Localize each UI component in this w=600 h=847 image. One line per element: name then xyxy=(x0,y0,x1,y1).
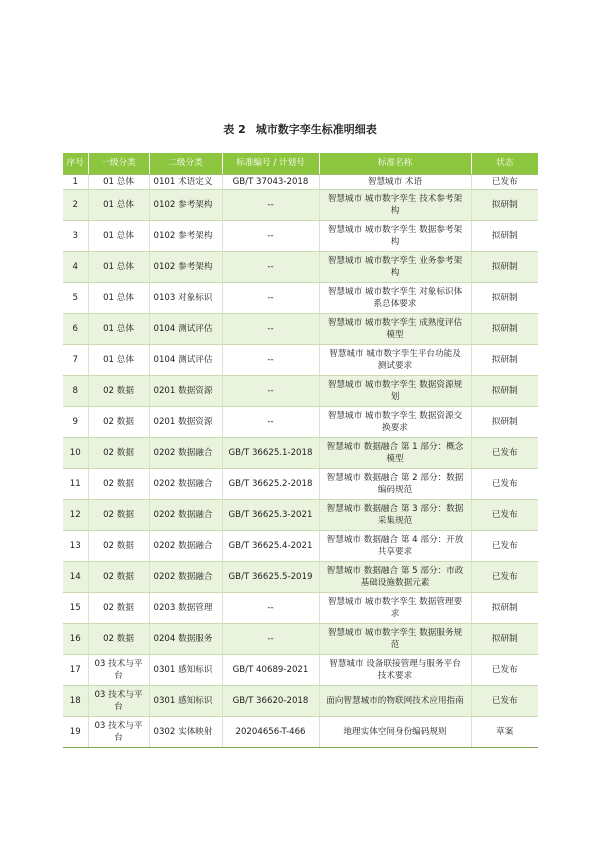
table-row xyxy=(63,283,538,314)
cell-category-1: 03 技术与平台 xyxy=(88,686,149,717)
cell-code: GB/T 36620-2018 xyxy=(222,686,319,717)
cell-name: 智慧城市 设备联接管理与服务平台技术要求 xyxy=(319,655,471,686)
table-row xyxy=(63,407,538,438)
cell-code: -- xyxy=(222,407,319,438)
cell-name: 智慧城市 数据融合 第 5 部分：市政基础设施数据元素 xyxy=(319,562,471,593)
cell-no: 11 xyxy=(63,469,88,500)
cell-category-1: 01 总体 xyxy=(88,314,149,345)
table-title: 城市数字孪生标准明细表 xyxy=(255,123,377,136)
table-row xyxy=(63,175,538,190)
cell-category-1: 03 技术与平台 xyxy=(88,717,149,748)
cell-category-2: 0203 数据管理 xyxy=(149,593,222,624)
cell-status: 已发布 xyxy=(471,562,538,593)
cell-category-2: 0102 参考架构 xyxy=(149,252,222,283)
cell-category-1: 01 总体 xyxy=(88,190,149,221)
cell-status: 拟研制 xyxy=(471,376,538,407)
cell-category-1: 01 总体 xyxy=(88,175,149,190)
cell-name: 智慧城市 城市数字孪生 数据资源交换要求 xyxy=(319,407,471,438)
cell-status: 草案 xyxy=(471,717,538,748)
cell-code: -- xyxy=(222,345,319,376)
cell-category-2: 0202 数据融合 xyxy=(149,469,222,500)
table-row xyxy=(63,438,538,469)
cell-code: GB/T 40689-2021 xyxy=(222,655,319,686)
cell-no: 2 xyxy=(63,190,88,221)
cell-name: 智慧城市 城市数字孪生 技术参考架构 xyxy=(319,190,471,221)
cell-code: GB/T 36625.1-2018 xyxy=(222,438,319,469)
cell-code: GB/T 36625.5-2019 xyxy=(222,562,319,593)
header-no: 序号 xyxy=(63,153,88,175)
cell-category-1: 02 数据 xyxy=(88,469,149,500)
cell-category-1: 02 数据 xyxy=(88,624,149,655)
cell-category-1: 02 数据 xyxy=(88,500,149,531)
table-row xyxy=(63,500,538,531)
header-code: 标准编号 / 计划号 xyxy=(222,153,319,175)
cell-no: 5 xyxy=(63,283,88,314)
table-header-row xyxy=(63,153,538,175)
cell-code: -- xyxy=(222,376,319,407)
cell-status: 拟研制 xyxy=(471,221,538,252)
cell-code: GB/T 37043-2018 xyxy=(222,175,319,190)
cell-no: 12 xyxy=(63,500,88,531)
cell-category-2: 0301 感知标识 xyxy=(149,686,222,717)
header-name: 标准名称 xyxy=(319,153,471,175)
table-row xyxy=(63,717,538,748)
cell-name: 智慧城市 城市数字孪生 数据管理要求 xyxy=(319,593,471,624)
cell-status: 拟研制 xyxy=(471,252,538,283)
cell-code: 20204656-T-466 xyxy=(222,717,319,748)
cell-code: GB/T 36625.4-2021 xyxy=(222,531,319,562)
cell-category-2: 0202 数据融合 xyxy=(149,500,222,531)
cell-name: 智慧城市 数据融合 第 4 部分：开放共享要求 xyxy=(319,531,471,562)
cell-code: -- xyxy=(222,593,319,624)
table-row xyxy=(63,686,538,717)
cell-category-2: 0202 数据融合 xyxy=(149,438,222,469)
cell-category-2: 0204 数据服务 xyxy=(149,624,222,655)
cell-status: 已发布 xyxy=(471,655,538,686)
cell-name: 智慧城市 数据融合 第 3 部分：数据采集规范 xyxy=(319,500,471,531)
cell-name: 智慧城市 术语 xyxy=(319,175,471,190)
cell-status: 已发布 xyxy=(471,686,538,717)
cell-category-1: 01 总体 xyxy=(88,283,149,314)
cell-code: -- xyxy=(222,221,319,252)
cell-category-2: 0104 测试评估 xyxy=(149,345,222,376)
cell-no: 7 xyxy=(63,345,88,376)
cell-status: 拟研制 xyxy=(471,407,538,438)
cell-no: 17 xyxy=(63,655,88,686)
table-row xyxy=(63,593,538,624)
cell-category-2: 0201 数据资源 xyxy=(149,376,222,407)
cell-name: 智慧城市 数据融合 第 2 部分：数据编码规范 xyxy=(319,469,471,500)
cell-category-2: 0202 数据融合 xyxy=(149,531,222,562)
cell-status: 已发布 xyxy=(471,438,538,469)
cell-category-2: 0301 感知标识 xyxy=(149,655,222,686)
table-row xyxy=(63,624,538,655)
cell-code: GB/T 36625.3-2021 xyxy=(222,500,319,531)
cell-code: -- xyxy=(222,314,319,345)
cell-no: 3 xyxy=(63,221,88,252)
cell-category-2: 0104 测试评估 xyxy=(149,314,222,345)
table-row xyxy=(63,252,538,283)
cell-category-2: 0201 数据资源 xyxy=(149,407,222,438)
cell-status: 已发布 xyxy=(471,175,538,190)
cell-code: -- xyxy=(222,190,319,221)
cell-category-1: 01 总体 xyxy=(88,221,149,252)
cell-name: 智慧城市 城市数字孪生 对象标识体系总体要求 xyxy=(319,283,471,314)
table-row xyxy=(63,376,538,407)
cell-no: 9 xyxy=(63,407,88,438)
cell-status: 拟研制 xyxy=(471,345,538,376)
standards-table xyxy=(63,153,538,748)
cell-no: 15 xyxy=(63,593,88,624)
table-row xyxy=(63,221,538,252)
cell-no: 16 xyxy=(63,624,88,655)
header-category-2: 二级分类 xyxy=(149,153,222,175)
cell-code: -- xyxy=(222,283,319,314)
cell-code: GB/T 36625.2-2018 xyxy=(222,469,319,500)
cell-status: 已发布 xyxy=(471,500,538,531)
cell-code: -- xyxy=(222,252,319,283)
cell-name: 智慧城市 城市数字孪生平台功能及测试要求 xyxy=(319,345,471,376)
cell-category-1: 02 数据 xyxy=(88,438,149,469)
table-row xyxy=(63,531,538,562)
cell-code: -- xyxy=(222,624,319,655)
table-number: 表 2 xyxy=(223,123,246,136)
cell-category-1: 02 数据 xyxy=(88,376,149,407)
cell-status: 拟研制 xyxy=(471,314,538,345)
cell-status: 已发布 xyxy=(471,531,538,562)
cell-category-1: 01 总体 xyxy=(88,345,149,376)
cell-status: 拟研制 xyxy=(471,624,538,655)
cell-name: 地理实体空间身份编码规则 xyxy=(319,717,471,748)
cell-category-1: 02 数据 xyxy=(88,531,149,562)
header-status: 状态 xyxy=(471,153,538,175)
cell-category-1: 01 总体 xyxy=(88,252,149,283)
cell-name: 智慧城市 数据融合 第 1 部分：概念模型 xyxy=(319,438,471,469)
cell-name: 智慧城市 城市数字孪生 数据资源规划 xyxy=(319,376,471,407)
cell-no: 19 xyxy=(63,717,88,748)
table-row xyxy=(63,562,538,593)
cell-no: 18 xyxy=(63,686,88,717)
cell-category-1: 02 数据 xyxy=(88,593,149,624)
table-row xyxy=(63,655,538,686)
cell-name: 智慧城市 城市数字孪生 数据参考架构 xyxy=(319,221,471,252)
cell-no: 14 xyxy=(63,562,88,593)
cell-no: 6 xyxy=(63,314,88,345)
cell-status: 已发布 xyxy=(471,469,538,500)
cell-category-1: 02 数据 xyxy=(88,562,149,593)
table-row xyxy=(63,469,538,500)
header-category-1: 一级分类 xyxy=(88,153,149,175)
cell-category-2: 0102 参考架构 xyxy=(149,190,222,221)
cell-name: 面向智慧城市的物联网技术应用指南 xyxy=(319,686,471,717)
table-row xyxy=(63,190,538,221)
cell-status: 拟研制 xyxy=(471,190,538,221)
cell-category-1: 03 技术与平台 xyxy=(88,655,149,686)
table-caption xyxy=(0,121,600,137)
cell-status: 拟研制 xyxy=(471,283,538,314)
cell-category-2: 0202 数据融合 xyxy=(149,562,222,593)
cell-no: 8 xyxy=(63,376,88,407)
cell-name: 智慧城市 城市数字孪生 数据服务规范 xyxy=(319,624,471,655)
cell-name: 智慧城市 城市数字孪生 成熟度评估模型 xyxy=(319,314,471,345)
cell-status: 拟研制 xyxy=(471,593,538,624)
cell-category-2: 0103 对象标识 xyxy=(149,283,222,314)
cell-category-2: 0302 实体映射 xyxy=(149,717,222,748)
cell-no: 4 xyxy=(63,252,88,283)
cell-no: 1 xyxy=(63,175,88,190)
cell-no: 10 xyxy=(63,438,88,469)
table-row xyxy=(63,314,538,345)
cell-no: 13 xyxy=(63,531,88,562)
cell-category-2: 0102 参考架构 xyxy=(149,221,222,252)
cell-category-2: 0101 术语定义 xyxy=(149,175,222,190)
table-row xyxy=(63,345,538,376)
cell-name: 智慧城市 城市数字孪生 业务参考架构 xyxy=(319,252,471,283)
cell-category-1: 02 数据 xyxy=(88,407,149,438)
